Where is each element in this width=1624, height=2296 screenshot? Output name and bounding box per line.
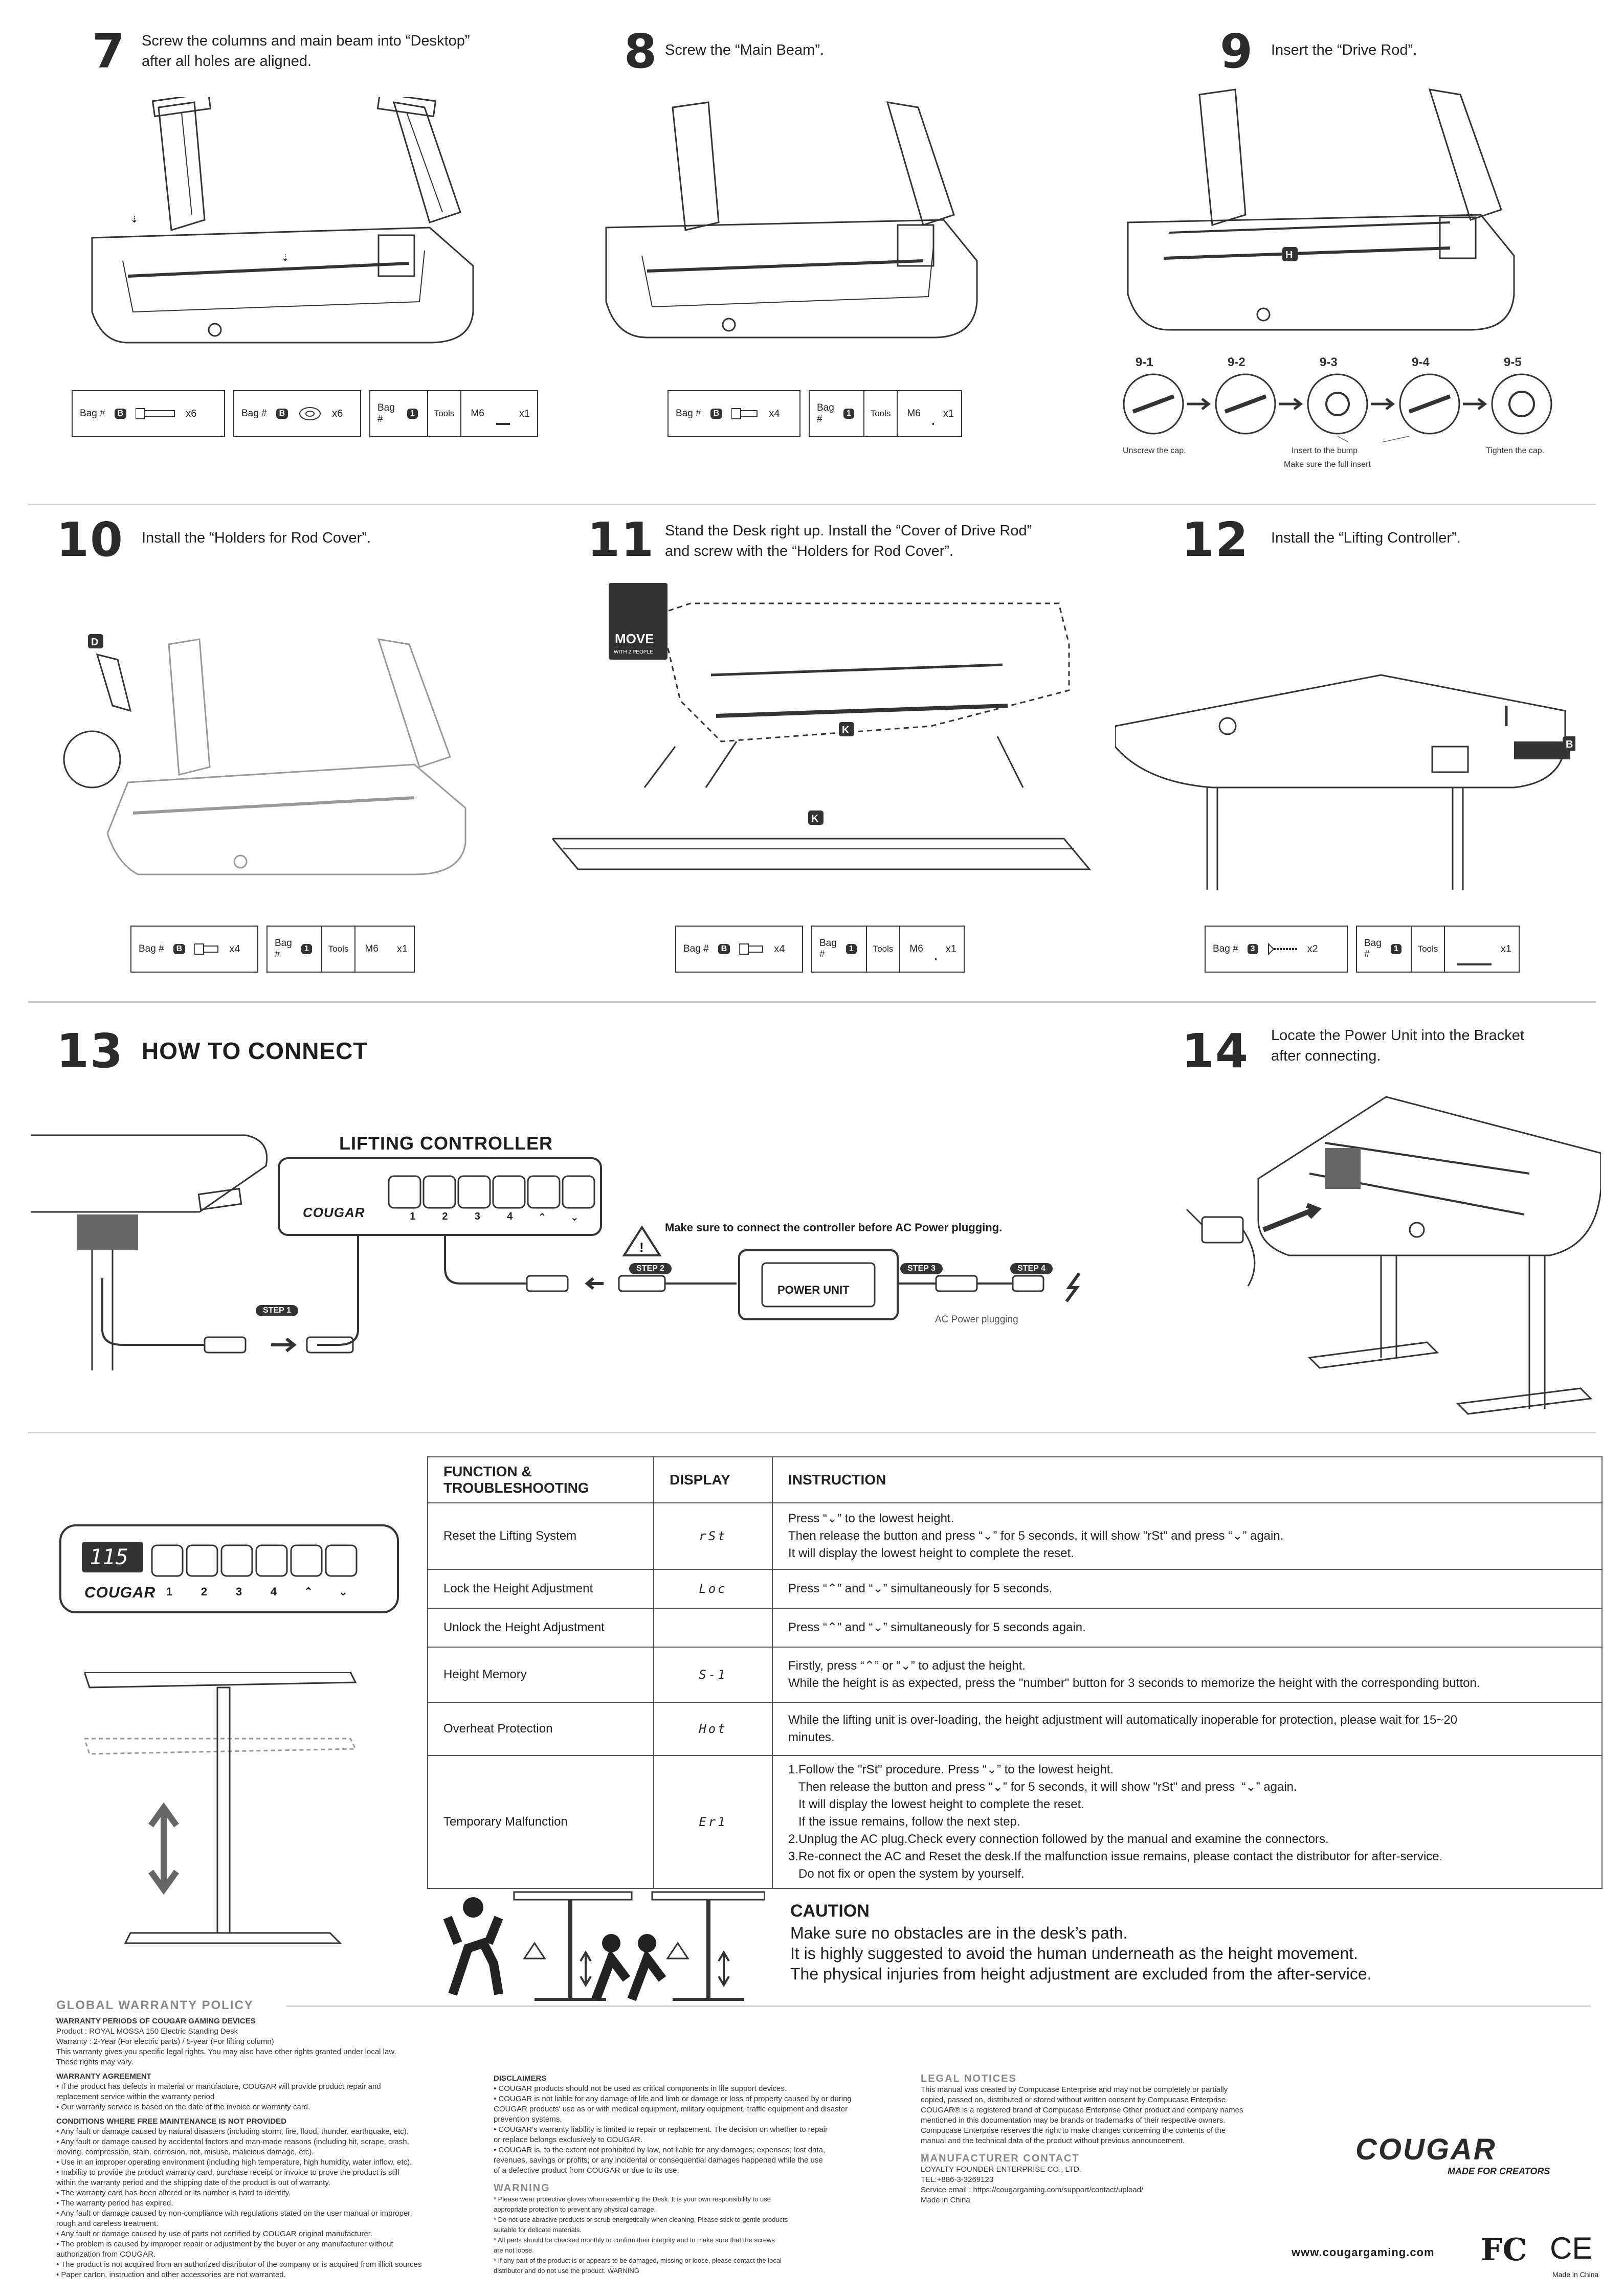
warranty-text: • COUGAR is not liable for any damage of life and limb or damage or loss of property caused by or during xyxy=(494,2095,852,2103)
warranty-text: • If the product has defects in material or manufacture, COUGAR will provide product repair and xyxy=(56,2082,381,2091)
table-header-row xyxy=(428,1457,1602,1503)
warranty-text: authorization from COUGAR. xyxy=(56,2250,156,2259)
made-in-china: Made in China xyxy=(1552,2270,1599,2279)
part-bag-label: Bag # xyxy=(139,943,164,954)
instruction-line: Firstly, press “⌃” or “⌄” to adjust the height. xyxy=(788,1659,1026,1673)
warranty-text: • Any fault or damage caused by accidental factors and man-made reasons (including hit, scrape, crash, xyxy=(56,2137,409,2146)
manufacturer-title: MANUFACTURER CONTACT xyxy=(921,2153,1080,2164)
step-1-label: STEP 1 xyxy=(256,1305,298,1316)
parts-step-7 xyxy=(72,390,538,437)
allen-key-icon xyxy=(1454,931,1491,967)
part-bag-label: Bag # xyxy=(683,943,709,954)
part-bolt xyxy=(72,390,225,437)
warranty-text: These rights may vary. xyxy=(56,2058,134,2066)
warranty-text: within the warranty period and the shipping date of the product is out of warranty. xyxy=(56,2178,330,2187)
fc-mark: FC xyxy=(1481,2232,1527,2268)
row-function: Unlock the Height Adjustment xyxy=(428,1608,654,1647)
warranty-text: • Any fault or damage caused by natural disasters (including storm, fire, flood, thunder, earthquake, etc). xyxy=(56,2127,409,2136)
warranty-text: • Use in an improper operating environment (including high temperature, high humidity, water inflow, etc). xyxy=(56,2158,412,2167)
part-bolt xyxy=(130,926,258,973)
caption-full-insert: Make sure the full insert xyxy=(1284,460,1371,469)
warranty-text: rough and careless treatment. xyxy=(56,2219,159,2228)
substep-9-4: 9-4 xyxy=(1412,355,1430,369)
step-10-illustration xyxy=(56,629,501,895)
svg-text:⇣: ⇣ xyxy=(130,214,139,224)
warranty-text: * Do not use abrasive products or scrub energetically when cleaning. Please stick to gentle products xyxy=(494,2216,788,2223)
warranty-text: prevention systems. xyxy=(494,2115,562,2124)
caution-title: CAUTION xyxy=(790,1901,870,1921)
step-2-label: STEP 2 xyxy=(629,1263,672,1274)
part-allen-key xyxy=(1356,926,1520,973)
table-row xyxy=(428,1702,1602,1755)
instruction-line: Press “⌄” to the lowest height. xyxy=(788,1512,954,1525)
part-bag-tag: B xyxy=(710,409,723,419)
part-bolt xyxy=(668,390,800,437)
how-to-connect-title: HOW TO CONNECT xyxy=(142,1038,368,1064)
ce-mark: CE xyxy=(1550,2231,1593,2265)
step-11-text-line2: and screw with the “Holders for Rod Cover”. xyxy=(665,543,954,559)
warranty-title: GLOBAL WARRANTY POLICY xyxy=(56,1998,254,2012)
part-bag-label: Bag # xyxy=(377,402,395,424)
instruction-line: It will display the lowest height to complete the reset. xyxy=(788,1546,1074,1560)
warranty-text: of a defective product from COUGAR or due to its use. xyxy=(494,2166,679,2175)
step-11-number: 11 xyxy=(587,512,655,567)
part-allen-key xyxy=(369,390,538,437)
key-label-2: 2 xyxy=(442,1211,448,1222)
warranty-text: • Our warranty service is based on the date of the invoice or warranty card. xyxy=(56,2103,310,2111)
panel-key-2: 2 xyxy=(201,1585,208,1598)
connect-warning: Make sure to connect the controller before AC Power plugging. xyxy=(665,1221,1003,1234)
part-count: x4 xyxy=(769,408,780,419)
warranty-text: moving, compression, stain, corrosion, riot, misuse, malicious damage, etc). xyxy=(56,2148,314,2156)
part-count: x1 xyxy=(943,408,954,419)
svg-text:!: ! xyxy=(639,1240,644,1255)
key-label-1: 1 xyxy=(410,1211,416,1222)
table-row xyxy=(428,1503,1602,1569)
substep-9-2: 9-2 xyxy=(1228,355,1245,369)
warranty-text: Made in China xyxy=(921,2196,970,2204)
step-14-illustration xyxy=(1171,1092,1601,1424)
function-table xyxy=(427,1456,1603,1889)
step-14-text-line2: after connecting. xyxy=(1271,1048,1381,1064)
parts-step-11 xyxy=(675,926,965,973)
warranty-text: • The warranty card has been altered or its number is hard to identify. xyxy=(56,2189,291,2197)
part-size: M6 xyxy=(471,408,484,419)
part-count: x1 xyxy=(519,408,530,419)
warranty-left-column xyxy=(56,2016,455,2280)
warranty-text: TEL:+886-3-3269123 xyxy=(921,2175,994,2184)
step-10-text: Install the “Holders for Rod Cover”. xyxy=(142,530,371,546)
step-12-number: 12 xyxy=(1182,512,1250,567)
row-function: Reset the Lifting System xyxy=(428,1503,654,1569)
allen-key-icon xyxy=(930,401,934,426)
controller-panel xyxy=(59,1524,402,1616)
instruction-line: Then release the button and press “⌄” for 5 seconds, it will show "rSt" and press “⌄” again. xyxy=(788,1529,1284,1543)
part-bag-label: Bag # xyxy=(275,938,292,960)
part-bolt xyxy=(675,926,803,973)
step-13-number: 13 xyxy=(56,1024,124,1078)
header-function: FUNCTION & TROUBLESHOOTING xyxy=(428,1457,654,1503)
allen-key-icon xyxy=(932,936,937,962)
row-display xyxy=(654,1608,772,1647)
step-14-text-line1: Locate the Power Unit into the Bracket xyxy=(1271,1027,1524,1044)
parts-step-12 xyxy=(1205,926,1520,973)
row-instruction xyxy=(772,1755,1602,1888)
instruction-line: While the height is as expected, press the "number" button for 3 seconds to memorize the height with the corresponding button. xyxy=(788,1676,1480,1690)
step-8-text: Screw the “Main Beam”. xyxy=(665,42,825,58)
cougar-tagline: MADE FOR CREATORS xyxy=(1448,2166,1550,2176)
caution-line-2: It is highly suggested to avoid the human underneath as the height movement. xyxy=(790,1944,1359,1963)
instruction-line: 3.Re-connect the AC and Reset the desk.If the malfunction issue remains, please contact the distributor for after-service. xyxy=(788,1850,1443,1863)
part-count: x6 xyxy=(186,408,197,419)
cougar-logo: COUGAR xyxy=(1355,2133,1497,2166)
step-4-label: STEP 4 xyxy=(1010,1263,1053,1274)
row-function: Temporary Malfunction xyxy=(428,1755,654,1888)
instruction-line: While the lifting unit is over-loading, the height adjustment will automatically inoperable for protection, please wait for 15~20 xyxy=(788,1713,1458,1727)
warranty-text: COUGAR products' use as or with medical equipment, military equipment, traffic equipment and disaster xyxy=(494,2105,848,2113)
step-8-illustration xyxy=(596,97,995,363)
label-h: H xyxy=(1285,250,1293,261)
panel-key-4: 4 xyxy=(270,1585,277,1598)
part-bag-tag: 1 xyxy=(1391,944,1401,954)
row-display: S-1 xyxy=(654,1647,772,1702)
table-row xyxy=(428,1608,1602,1647)
warranty-text: Compucase Enterprise reserves the right to make changes concerning the contents of the xyxy=(921,2126,1226,2135)
part-bag-tag: 1 xyxy=(407,409,418,419)
instruction-line: Then release the button and press “⌄” for 5 seconds, it will show "rSt" and press “⌄” again. xyxy=(788,1780,1297,1794)
row-display: Hot xyxy=(654,1702,772,1755)
parts-step-8 xyxy=(668,390,962,437)
screw-icon xyxy=(1267,941,1298,957)
key-label-3: 3 xyxy=(474,1211,480,1222)
svg-text:⇣: ⇣ xyxy=(281,253,290,263)
controller-panel-keys xyxy=(152,1585,361,1599)
step-7-number: 7 xyxy=(92,24,126,79)
step-9-number: 9 xyxy=(1220,24,1254,79)
controller-display: 115 xyxy=(90,1544,128,1569)
warranty-text: • The problem is caused by improper repair or adjustment by the buyer or any manufacturer without xyxy=(56,2240,393,2248)
lifting-controller-label: LIFTING CONTROLLER xyxy=(339,1133,553,1154)
part-tool-label: Tools xyxy=(866,927,901,972)
part-tool-label: Tools xyxy=(321,927,356,972)
warranty-text: distributor and do not use the product. WARNING xyxy=(494,2267,639,2275)
part-count: x1 xyxy=(1500,943,1511,955)
controller-brand: COUGAR xyxy=(303,1205,365,1220)
disclaimers-title: DISCLAIMERS xyxy=(494,2074,547,2083)
warranty-text: revenues, savings or profits; or any incidental or consequential damages happened while the use xyxy=(494,2156,823,2165)
instruction-line: 2.Unplug the AC plug.Check every connection followed by the manual and examine the connectors. xyxy=(788,1832,1329,1846)
part-count: x1 xyxy=(945,943,956,955)
divider-1 xyxy=(28,504,1596,505)
warranty-text: • COUGAR is, to the extent not prohibited by law, not liable for any damages; expenses; lost data, xyxy=(494,2146,826,2154)
step-12-text: Install the “Lifting Controller”. xyxy=(1271,530,1461,546)
part-bag-tag: B xyxy=(115,409,127,419)
part-allen-key xyxy=(809,390,962,437)
part-tool-label: Tools xyxy=(427,391,462,436)
warranty-text: • Any fault or damage caused by use of parts not certified by COUGAR original manufacturer. xyxy=(56,2230,373,2238)
part-count: x1 xyxy=(396,943,408,955)
table-row xyxy=(428,1755,1602,1888)
warranty-text: * All parts should be checked monthly to confirm their integrity and to make sure that the screws xyxy=(494,2236,775,2244)
warranty-text: • The product is not acquired from an authorized distributor of the company or is acquired from illicit sources xyxy=(56,2260,422,2269)
connect-diagram xyxy=(31,1125,1130,1381)
move-label: MOVE xyxy=(615,631,654,646)
step-14-number: 14 xyxy=(1182,1024,1250,1078)
step-7-text-line1: Screw the columns and main beam into “Desktop” xyxy=(142,33,470,49)
warranty-conditions-title: CONDITIONS WHERE FREE MAINTENANCE IS NOT PROVIDED xyxy=(56,2117,287,2126)
warranty-text: suitable for delicate materials. xyxy=(494,2226,582,2234)
warranty-text: manual and the technical data of the product without previous announcement. xyxy=(921,2136,1185,2145)
row-function: Height Memory xyxy=(428,1647,654,1702)
step-11-text-line1: Stand the Desk right up. Install the “Cover of Drive Rod” xyxy=(665,523,1032,539)
panel-key-1: 1 xyxy=(166,1585,173,1598)
bolt-icon xyxy=(136,406,176,421)
part-size: M6 xyxy=(909,943,923,954)
label-k-top: K xyxy=(842,725,850,736)
label-k-bottom: K xyxy=(811,813,819,824)
part-count: x2 xyxy=(1307,943,1318,955)
caution-line-3: The physical injuries from height adjustment are excluded from the after-service. xyxy=(790,1965,1372,1983)
warranty-periods-title: WARRANTY PERIODS OF COUGAR GAMING DEVICES xyxy=(56,2017,256,2025)
warranty-text: appropriate protection to prevent any physical damage. xyxy=(494,2205,656,2213)
desk-height-illustration xyxy=(84,1672,371,1964)
bolt-icon xyxy=(731,406,760,421)
warranty-middle-column xyxy=(494,2074,903,2276)
move-sub-label: WITH 2 PEOPLE xyxy=(614,649,653,655)
step-3-label: STEP 3 xyxy=(900,1263,943,1274)
caption-unscrew: Unscrew the cap. xyxy=(1123,446,1186,455)
controller-panel-brand: COUGAR xyxy=(84,1584,156,1601)
instruction-line: Press “⌃” and “⌄” simultaneously for 5 seconds again. xyxy=(788,1620,1086,1634)
step-4-badge xyxy=(1010,1263,1053,1274)
part-count: x4 xyxy=(229,943,240,955)
step-9-illustration xyxy=(1123,84,1573,350)
warranty-rule xyxy=(286,2006,1591,2007)
part-bag-tag: 1 xyxy=(846,944,857,954)
warranty-text: • Any fault or damage caused by non-compliance with regulations stated on the user manual or improper, xyxy=(56,2209,412,2218)
washer-icon xyxy=(297,406,323,421)
step-10-number: 10 xyxy=(56,512,124,567)
step-7-text-line2: after all holes are aligned. xyxy=(142,53,312,70)
row-instruction xyxy=(772,1608,1602,1647)
row-display: Er1 xyxy=(654,1755,772,1888)
part-bag-label: Bag # xyxy=(676,408,701,419)
key-label-down: ⌄ xyxy=(570,1212,579,1223)
table-row xyxy=(428,1647,1602,1702)
part-screw xyxy=(1205,926,1348,973)
substep-9-5: 9-5 xyxy=(1504,355,1522,369)
panel-key-up: ⌃ xyxy=(303,1585,314,1598)
step-3-badge xyxy=(900,1263,943,1274)
warranty-text: LOYALTY FOUNDER ENTERPRISE CO., LTD. xyxy=(921,2165,1081,2174)
part-bag-tag: 3 xyxy=(1248,944,1258,954)
substep-9-1: 9-1 xyxy=(1136,355,1153,369)
step-8-number: 8 xyxy=(624,24,658,79)
step-12-illustration xyxy=(1115,665,1575,890)
step-2-badge xyxy=(629,1263,672,1274)
key-label-up: ⌃ xyxy=(538,1212,547,1223)
parts-step-10 xyxy=(130,926,415,973)
step-7-illustration xyxy=(72,97,491,363)
step-11-text xyxy=(665,521,1032,561)
row-instruction xyxy=(772,1702,1602,1755)
part-washer xyxy=(233,390,361,437)
warranty-agreement-title: WARRANTY AGREEMENT xyxy=(56,2072,151,2081)
instruction-line: If the issue remains, follow the next step. xyxy=(788,1815,1020,1829)
row-display: Loc xyxy=(654,1569,772,1608)
power-unit-label: POWER UNIT xyxy=(777,1284,850,1296)
bolt-icon xyxy=(194,941,220,957)
panel-key-down: ⌄ xyxy=(338,1585,348,1598)
warranty-text: or replace belongs exclusively to COUGAR. xyxy=(494,2135,642,2144)
warranty-text: COUGAR® is a registered brand of Compucase Enterprise Other product and company names xyxy=(921,2106,1243,2114)
step-9-substeps xyxy=(1123,355,1583,478)
part-bag-tag: 1 xyxy=(843,409,854,419)
instruction-line: minutes. xyxy=(788,1730,835,1744)
part-count: x4 xyxy=(774,943,785,955)
part-count: x6 xyxy=(332,408,343,419)
warranty-text: copied, passed on, distributed or stored without written consent by Compucase Enterprise. xyxy=(921,2096,1228,2104)
part-tool-label: Tools xyxy=(1411,927,1445,972)
instruction-line: It will display the lowest height to complete the reset. xyxy=(788,1797,1084,1811)
warranty-text: • COUGAR's warranty liability is limited to repair or replacement. The decision on whether to repair xyxy=(494,2125,828,2134)
legal-title: LEGAL NOTICES xyxy=(921,2073,1017,2084)
caution-line-1: Make sure no obstacles are in the desk’s path. xyxy=(790,1924,1128,1942)
website-url: www.cougargaming.com xyxy=(1292,2246,1435,2259)
divider-2 xyxy=(28,1001,1596,1003)
part-bag-label: Bag # xyxy=(80,408,105,419)
allen-key-icon xyxy=(494,401,510,426)
warranty-text: This warranty gives you specific legal rights. You may also have other rights granted under local law. xyxy=(56,2047,396,2056)
part-size: M6 xyxy=(907,408,921,419)
step-9-text: Insert the “Drive Rod”. xyxy=(1271,42,1417,58)
key-label-4: 4 xyxy=(507,1211,513,1222)
row-function: Lock the Height Adjustment xyxy=(428,1569,654,1608)
row-instruction xyxy=(772,1569,1602,1608)
warranty-text: replacement service within the warranty period xyxy=(56,2092,215,2101)
label-b: B xyxy=(1566,739,1573,750)
warranty-text: * Please wear protective gloves when assembling the Desk. It is your own responsibility to use xyxy=(494,2195,771,2203)
step-14-text xyxy=(1271,1025,1524,1066)
warranty-text: This manual was created by Compucase Enterprise and may not be completely or partially xyxy=(921,2085,1228,2094)
instruction-line: 1.Follow the "rSt" procedure. Press “⌄” to the lowest height. xyxy=(788,1763,1114,1776)
ac-power-label: AC Power plugging xyxy=(935,1314,1018,1325)
part-bag-label: Bag # xyxy=(241,408,267,419)
warranty-text: • Paper carton, instruction and other accessories are not warranted. xyxy=(56,2270,286,2279)
row-instruction xyxy=(772,1647,1602,1702)
part-bag-label: Bag # xyxy=(1213,943,1238,954)
panel-key-3: 3 xyxy=(235,1585,242,1598)
substep-circles xyxy=(1123,371,1583,442)
step-7-text xyxy=(142,31,470,72)
caption-insert: Insert to the bump xyxy=(1292,446,1358,455)
caution-illustrations xyxy=(437,1887,765,2010)
part-bag-tag: B xyxy=(276,409,288,419)
part-bag-tag: B xyxy=(173,944,186,954)
part-bag-tag: 1 xyxy=(301,944,312,954)
part-bag-label: Bag # xyxy=(1364,938,1382,960)
label-d: D xyxy=(91,637,99,648)
warranty-text: * If any part of the product is or appears to be damaged, missing or loose, please contact the local xyxy=(494,2257,782,2264)
part-allen-key xyxy=(266,926,415,973)
part-bag-label: Bag # xyxy=(819,938,837,960)
bolt-icon xyxy=(739,941,765,957)
header-instruction: INSTRUCTION xyxy=(772,1457,1602,1503)
warranty-text: • Inability to provide the product warranty card, purchase receipt or invoice to prove the product is still xyxy=(56,2168,399,2177)
warranty-text: • The warranty period has expired. xyxy=(56,2199,173,2208)
warranty-text: • COUGAR products should not be used as critical components in life support devices. xyxy=(494,2084,787,2093)
row-display: rSt xyxy=(654,1503,772,1569)
warranty-text: mentioned in this documentation may be brands or trademarks of their respective owners. xyxy=(921,2116,1226,2125)
divider-3 xyxy=(28,1432,1596,1433)
warranty-text: Product : ROYAL MOSSA 150 Electric Standing Desk xyxy=(56,2027,238,2036)
step-11-illustration xyxy=(552,573,1100,905)
header-display: DISPLAY xyxy=(654,1457,772,1503)
instruction-line: Do not fix or open the system by yourself. xyxy=(788,1867,1025,1881)
part-bag-label: Bag # xyxy=(817,402,834,424)
controller-key-labels xyxy=(396,1211,591,1224)
step-1-badge xyxy=(256,1305,298,1316)
warning-title: WARNING xyxy=(494,2182,550,2194)
part-allen-key xyxy=(811,926,965,973)
warranty-right-column xyxy=(921,2074,1309,2205)
part-size: M6 xyxy=(365,943,379,954)
warranty-text: Service email : https://cougargaming.com/support/contact/upload/ xyxy=(921,2186,1144,2194)
part-bag-tag: B xyxy=(718,944,730,954)
row-function: Overheat Protection xyxy=(428,1702,654,1755)
warranty-text: Warranty : 2-Year (For electric parts) / 5-year (For lifting column) xyxy=(56,2037,274,2046)
row-instruction xyxy=(772,1503,1602,1569)
part-tool-label: Tools xyxy=(863,391,898,436)
instruction-line: Press “⌃” and “⌄” simultaneously for 5 seconds. xyxy=(788,1582,1053,1595)
warranty-text: are not loose. xyxy=(494,2246,534,2254)
table-row xyxy=(428,1569,1602,1608)
substep-9-3: 9-3 xyxy=(1320,355,1338,369)
caption-tighten: Tighten the cap. xyxy=(1486,446,1545,455)
